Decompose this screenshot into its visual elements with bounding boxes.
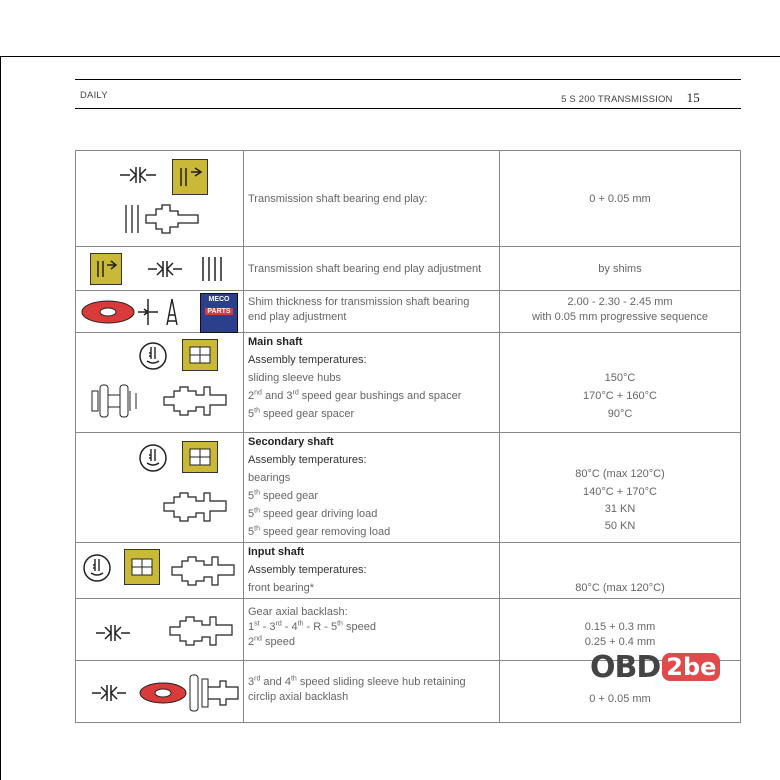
meco-parts-icon: MECO PARTS	[200, 293, 238, 333]
axial-backlash-icon	[90, 681, 128, 705]
row-description: Gear axial backlash:	[248, 606, 348, 618]
icon-cell	[76, 291, 244, 333]
description-cell	[244, 433, 500, 543]
end-play-measure-icon	[146, 257, 184, 281]
list-item: front bearing*	[248, 582, 315, 594]
row-value: 0.15 + 0.3 mm	[584, 621, 656, 633]
icon-cell	[76, 661, 244, 723]
axial-backlash-icon	[94, 621, 132, 645]
sliding-sleeve-hub-icon	[188, 671, 240, 715]
value-cell	[500, 543, 741, 599]
description-cell	[244, 291, 500, 333]
row-description: 3rd and 4th speed sliding sleeve hub retaining	[248, 675, 466, 688]
value-cell	[500, 291, 741, 333]
heating-oven-icon	[182, 339, 218, 371]
list-item: 2nd and 3rd speed gear bushings and spacer	[248, 389, 462, 402]
icon-cell	[76, 151, 244, 247]
heating-oven-icon	[124, 549, 160, 585]
circlip-ring-icon	[138, 681, 188, 705]
row-value: 31 KN	[604, 503, 636, 515]
table-row	[76, 247, 741, 291]
row-description: end play adjustment	[248, 311, 347, 323]
icon-cell	[76, 333, 244, 433]
row-value: 2.00 - 2.30 - 2.45 mm	[567, 296, 673, 308]
icon-cell	[76, 543, 244, 599]
main-shaft-icon	[162, 383, 228, 419]
row-value: 0 + 0.05 mm	[589, 692, 651, 705]
value-cell	[500, 151, 741, 247]
header-model: DAILY	[80, 90, 108, 101]
list-item: 5th speed gear	[248, 489, 319, 502]
value-cell	[500, 333, 741, 433]
logo-text-obd: OBD	[590, 649, 661, 685]
heating-thermometer-icon	[138, 341, 168, 371]
description-cell	[244, 333, 500, 433]
description-cell	[244, 543, 500, 599]
heating-oven-icon	[182, 441, 218, 473]
header-right	[561, 90, 700, 106]
page-number: 15	[686, 90, 700, 105]
shaft-bearing-symbol-icon	[172, 159, 208, 195]
input-shaft-icon	[170, 551, 236, 591]
list-item: 5th speed gear spacer	[248, 407, 355, 420]
section-title: Secondary shaft	[248, 436, 334, 448]
section-subtitle: Assembly temperatures:	[248, 454, 367, 466]
value-cell	[500, 247, 741, 291]
row-description: Transmission shaft bearing end play adjustment	[248, 262, 482, 275]
header-rule-top	[75, 79, 741, 80]
table-row	[76, 291, 741, 333]
row-value: 50 KN	[604, 520, 636, 532]
list-item: bearings	[248, 472, 291, 484]
row-description: circlip axial backlash	[248, 691, 349, 703]
top-border-line	[0, 56, 780, 57]
row-value: 170°C + 160°C	[583, 390, 657, 402]
description-cell	[244, 151, 500, 247]
row-value: 150°C	[604, 372, 636, 384]
list-item: 5th speed gear driving load	[248, 507, 378, 520]
row-value: 80°C (max 120°C)	[575, 468, 665, 480]
shim-stack-icon	[200, 255, 224, 283]
shaft-bearing-symbol-icon	[90, 253, 122, 285]
thickness-gauge-icon	[136, 297, 160, 327]
row-description: Transmission shaft bearing end play:	[248, 192, 428, 205]
heating-thermometer-icon	[82, 553, 112, 583]
row-value: with 0.05 mm progressive sequence	[531, 311, 709, 323]
icon-cell	[76, 433, 244, 543]
bearing-hub-icon	[90, 381, 140, 421]
table-row	[76, 543, 741, 599]
description-cell	[244, 599, 500, 661]
shim-washer-icon	[80, 299, 136, 325]
shaft-assembly-icon	[122, 197, 212, 241]
section-title: Main shaft	[248, 336, 303, 348]
row-value: 0 + 0.05 mm	[589, 192, 651, 205]
row-value: 0.25 + 0.4 mm	[584, 636, 656, 648]
specification-table	[75, 150, 741, 723]
row-value: by shims	[598, 262, 642, 275]
section-title: Input shaft	[248, 546, 305, 558]
list-item: sliding sleeve hubs	[248, 372, 341, 384]
row-value: 80°C (max 120°C)	[575, 582, 665, 594]
section-subtitle: Assembly temperatures:	[248, 354, 367, 366]
row-description: Shim thickness for transmission shaft bearing	[248, 296, 470, 308]
shim-thickness-icon	[164, 297, 180, 327]
row-description: 1st - 3rd - 4th - R - 5th speed	[248, 620, 376, 633]
table-row	[76, 433, 741, 543]
icon-cell	[76, 247, 244, 291]
icon-cell	[76, 599, 244, 661]
header-rule-bottom	[75, 108, 741, 109]
gear-shaft-icon	[168, 611, 234, 651]
row-value: 140°C + 170°C	[583, 486, 657, 498]
header-section: 5 S 200 TRANSMISSION	[561, 94, 673, 105]
description-cell	[244, 661, 500, 723]
list-item: 5th speed gear removing load	[248, 525, 391, 538]
logo-text-2be: 2be	[662, 653, 720, 681]
secondary-shaft-icon	[162, 487, 228, 527]
table-row	[76, 151, 741, 247]
section-subtitle: Assembly temperatures:	[248, 564, 367, 576]
obd2be-watermark-logo	[590, 648, 720, 686]
description-cell	[244, 247, 500, 291]
left-border-line	[0, 56, 1, 780]
heating-thermometer-icon	[138, 443, 168, 473]
table-row	[76, 333, 741, 433]
row-description: 2nd speed	[248, 635, 295, 648]
end-play-measure-icon	[118, 163, 158, 187]
value-cell	[500, 433, 741, 543]
row-value: 90°C	[607, 408, 633, 420]
